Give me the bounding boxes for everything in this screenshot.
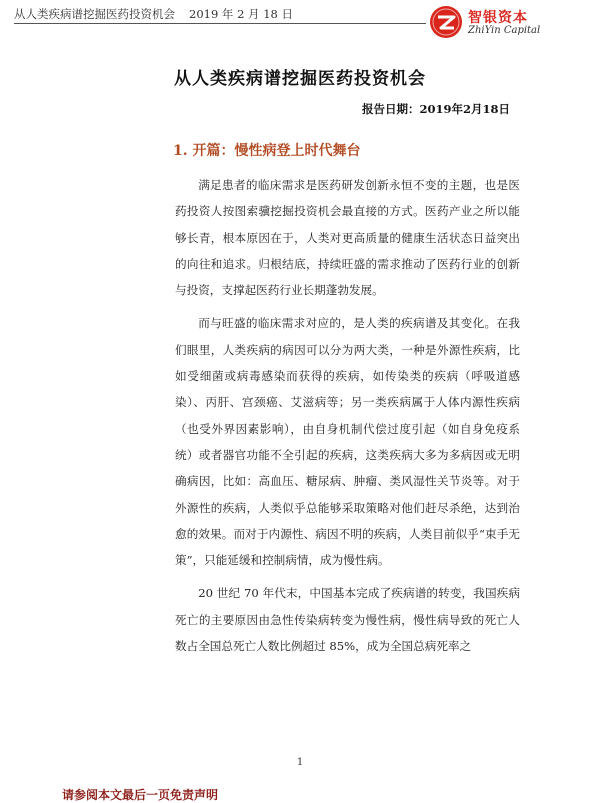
paragraph-2: 而与旺盛的临床需求对应的，是人类的疾病谱及其变化。在我们眼里，人类疾病的病因可以分为两大类，一种是外源性疾病，比如受细菌或病毒感染而获得的疾病，如传染类的疾病（呼吸道感染）、丙肝、宫颈癌、艾滋病等；另一类疾病属于人体内源性疾病（也受外界因素影响），由自身机制代偿过度引起（如自身免疫系统）或者器官功能不全引起的疾病，这类疾病大多为多病因或无明确病因，比如：高血压、糖尿病、肿瘤、类风湿性关节炎等。对于外源性的疾病，人类似乎总能够采取策略对他们赶尽杀绝，达到治愈的效果。而对于内源性、病因不明的疾病，人类目前似乎“束手无策”，只能延缓和控制病情，成为慢性病。	[175, 316, 520, 568]
logo-name-cn: 智银资本	[468, 10, 528, 26]
logo-mark-icon	[430, 6, 462, 38]
footer-disclaimer: 请参阅本文最后一页免责声明	[62, 788, 219, 802]
body-text	[175, 172, 520, 666]
page-header	[0, 0, 600, 44]
header-date: 2019 年 2 月 18 日	[189, 7, 293, 21]
header-text	[14, 6, 293, 22]
report-date: 报告日期：2019年2月18日	[361, 102, 510, 116]
company-logo	[430, 6, 590, 40]
logo-name-en: ZhiYin Capital	[468, 25, 541, 36]
header-title: 从人类疾病谱挖掘医药投资机会	[14, 7, 175, 21]
document-title: 从人类疾病谱挖掘医药投资机会	[174, 69, 426, 89]
page-number: 1	[296, 757, 304, 768]
paragraph-1: 满足患者的临床需求是医药研发创新永恒不变的主题，也是医药投资人按图索骥挖掘投资机会最直接的方式。医药产业之所以能够长青，根本原因在于，人类对更高质量的健康生活状态日益突出的向往和追求。归根结底，持续旺盛的需求推动了医药行业的创新与投资，支撑起医药行业长期蓬勃发展。	[175, 178, 520, 298]
paragraph-3: 20 世纪 70 年代末，中国基本完成了疾病谱的转变，我国疾病死亡的主要原因由急性传染病转变为慢性病，慢性病导致的死亡人数占全国总死亡人数比例超过 85%，成为全国总病死率之	[175, 586, 520, 654]
header-divider	[14, 23, 426, 24]
section-heading: 1. 开篇：慢性病登上时代舞台	[173, 143, 361, 159]
